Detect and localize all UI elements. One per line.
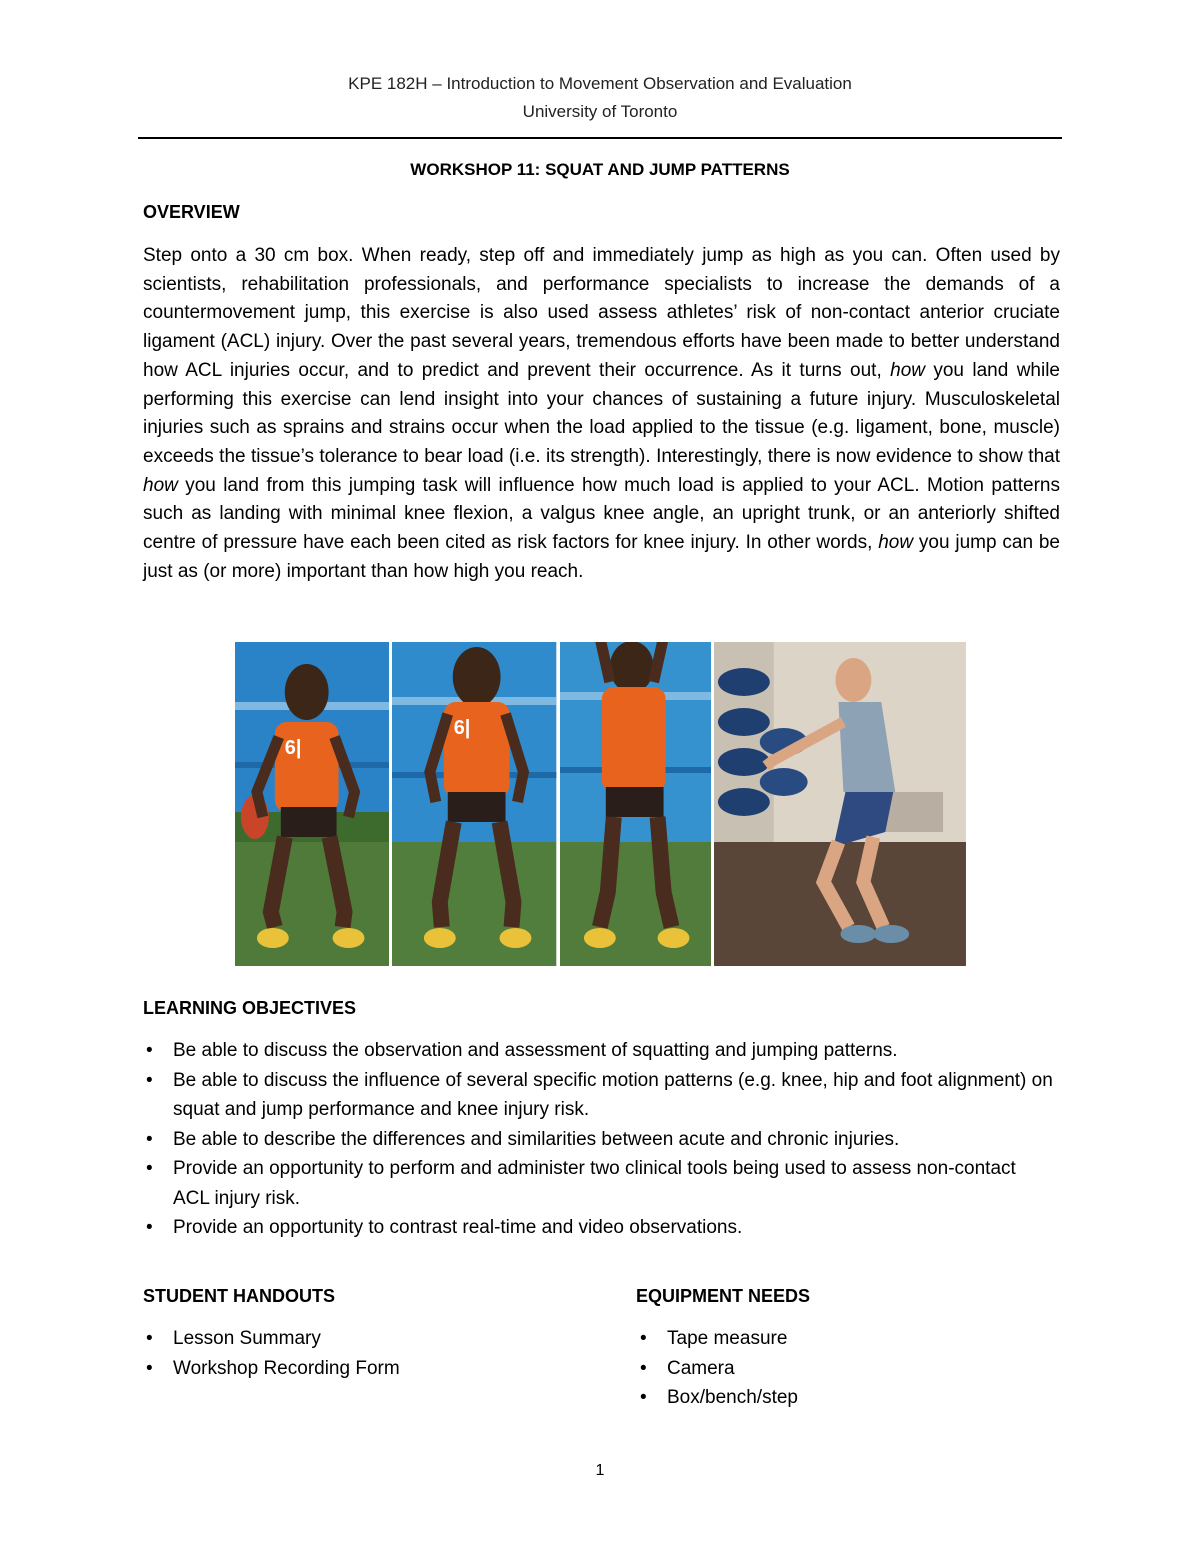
list-item: • Box/bench/step bbox=[637, 1383, 1057, 1413]
institution-name: University of Toronto bbox=[522, 102, 678, 121]
svg-text:6|: 6| bbox=[454, 716, 471, 740]
overview-emphasis-3: how bbox=[878, 532, 914, 554]
student-handouts-heading: STUDENT HANDOUTS bbox=[143, 1286, 335, 1306]
list-item: • Provide an opportunity to perform and administer two clinical tools being used to assess non-contact ACL injury risk. bbox=[143, 1154, 1053, 1213]
list-item: • Lesson Summary bbox=[143, 1324, 573, 1354]
header-divider bbox=[138, 137, 1062, 139]
equipment-needs-list bbox=[637, 1324, 1057, 1413]
list-item: • Provide an opportunity to contrast real-time and video observations. bbox=[143, 1213, 1053, 1243]
squat-photo bbox=[714, 642, 966, 966]
jump-photo-frame-1 bbox=[235, 642, 389, 966]
equipment-needs-heading: EQUIPMENT NEEDS bbox=[636, 1286, 811, 1306]
svg-text:6|: 6| bbox=[284, 736, 302, 760]
overview-text-3: you land from this jumping task will influence how much load is applied to your ACL. Motion patterns such as landing with minimal knee flexion, a valgus knee angle, an upright trunk, or an anteriorly shifted centre of pressure have each been cited as risk factors for knee injury. In other words, bbox=[143, 474, 1060, 554]
course-title: KPE 182H – Introduction to Movement Observation and Evaluation bbox=[348, 74, 852, 93]
list-item: • Workshop Recording Form bbox=[143, 1354, 573, 1384]
overview-text-1: Step onto a 30 cm box. When ready, step off and immediately jump as high as you can. Often used by scientists, rehabilitation professionals, and performance specialists to increase the demands of a countermovement jump, this exercise is also used assess athletes’ risk of non-contact anterior cruciate ligament (ACL) injury. Over the past several years, tremendous efforts have been made to better understand how ACL injuries occur, and to predict and prevent their occurrence. As it turns out, bbox=[143, 245, 1060, 381]
overview-heading: OVERVIEW bbox=[143, 202, 240, 222]
overview-emphasis-2: how bbox=[143, 474, 178, 496]
page-header bbox=[0, 70, 1200, 126]
list-item: • Be able to discuss the observation and assessment of squatting and jumping patterns. bbox=[143, 1036, 1053, 1066]
learning-objectives-list bbox=[143, 1036, 1053, 1243]
jump-photo-frame-2 bbox=[392, 642, 556, 966]
student-handouts-list bbox=[143, 1324, 573, 1383]
jump-photo-frame-3 bbox=[560, 642, 711, 966]
overview-emphasis-1: how bbox=[890, 359, 925, 381]
page-number: 1 bbox=[595, 1462, 605, 1479]
list-item: • Tape measure bbox=[637, 1324, 1057, 1354]
list-item: • Camera bbox=[637, 1354, 1057, 1384]
overview-paragraph bbox=[143, 242, 1060, 586]
learning-objectives-heading: LEARNING OBJECTIVES bbox=[143, 998, 357, 1018]
list-item: • Be able to discuss the influence of several specific motion patterns (e.g. knee, hip and foot alignment) on squat and jump performance and knee injury risk. bbox=[143, 1066, 1053, 1125]
jump-photo-strip bbox=[235, 642, 966, 966]
list-item: • Be able to describe the differences and similarities between acute and chronic injuries. bbox=[143, 1125, 1053, 1155]
document-title: WORKSHOP 11: SQUAT AND JUMP PATTERNS bbox=[410, 160, 790, 179]
overview-text-2: you land while performing this exercise can lend insight into your chances of sustaining a future injury. Musculoskeletal injuries such as sprains and strains occur when the load applied to the tissue (e.g. ligament, bone, muscle) exceeds the tissue’s tolerance to bear load (i.e. its strength). Interestingly, there is now evidence to show that bbox=[143, 359, 1060, 467]
overview-text-4: you jump can be just as (or more) important than how high you reach. bbox=[143, 532, 1061, 582]
